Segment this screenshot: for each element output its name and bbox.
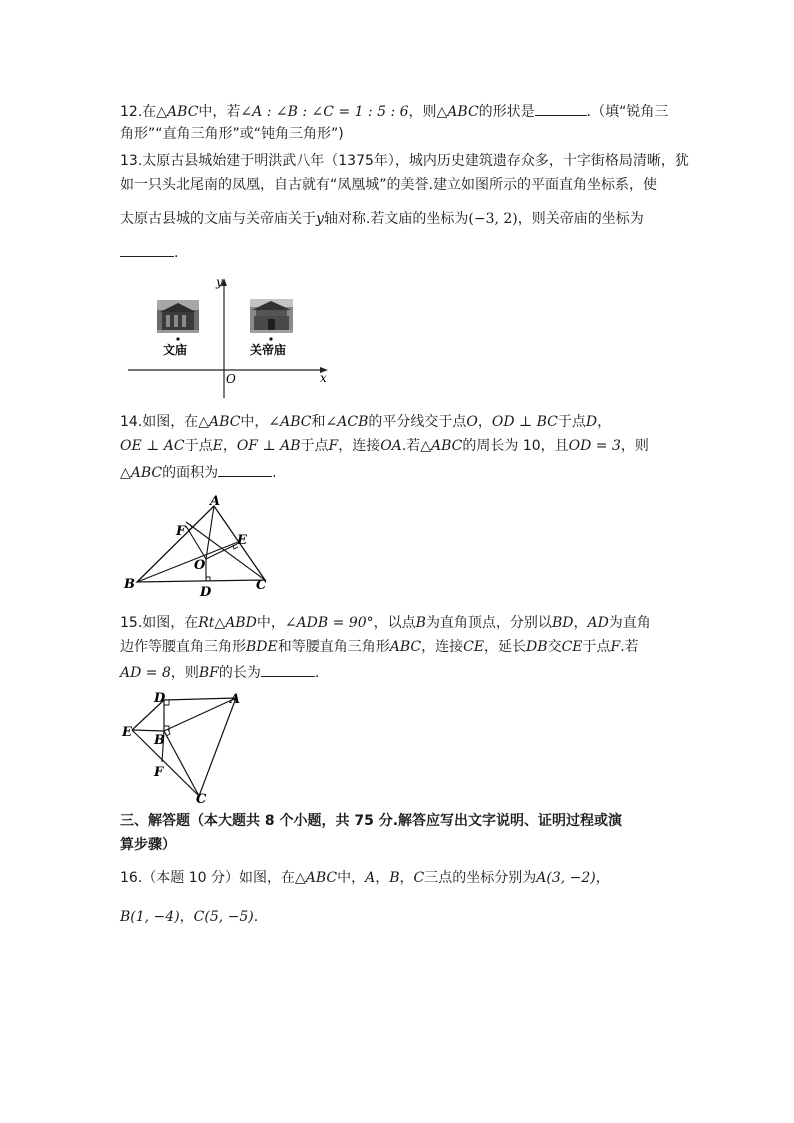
q13-answer-blank[interactable] [120,242,174,257]
q15-segment: CE [561,639,583,655]
q12-text: 角形”“直角三角形”或“钝角三角形”) [120,126,344,142]
q16-text: 中， [337,870,366,886]
guandi-label: 关帝庙 [250,343,287,357]
q15-text: ，以点 [373,615,416,631]
q15-text: 为直角 [608,615,651,631]
q16-text: ， [399,870,414,886]
q15-text: . [314,665,320,681]
q15-segment-ec [132,730,199,796]
q14-triangle: △ABC [420,438,463,454]
q15-segment: BD [551,615,574,631]
q15-segment: DB [526,639,548,655]
q16-text: 三点的坐标分别为 [424,870,537,886]
q16-text: ， [179,909,194,925]
q15-triangle: Rt△ABD [198,615,257,631]
q13-line-3 [120,210,680,228]
q14-point: D [585,414,598,430]
q15-point: B [415,615,426,631]
q16-point: C [413,870,425,886]
q14-perp: OF ⊥ AB [236,438,301,454]
q14-perp: OD ⊥ BC [491,414,558,430]
section-3-text: 算步骤） [120,837,176,853]
q15-text: 为直角顶点，分别以 [425,615,552,631]
q14-angle: ∠ABC [268,414,312,430]
q13-text: 轴对称.若文庙的坐标为 [323,211,469,227]
q12-triangle: △ABC [156,104,199,120]
q12-text: 12.在 [120,104,157,120]
q13-line-4 [120,242,680,262]
q14-segment-oa [206,506,214,559]
guandi-point [269,337,272,340]
q13-text: 太原古县城的文庙与关帝庙关于 [120,211,316,227]
q14-segment: OA [380,438,402,454]
q15-text: 交 [547,639,562,655]
q14-text: ，则 [620,438,649,454]
q14-text: ， [477,414,492,430]
q14-triangle: △ABC [120,465,163,481]
q12-text: .（填“锐角三 [586,104,669,120]
q14-line-2 [120,437,680,455]
guandi-temple-photo-icon [250,299,293,333]
q13-text: 13.太原古县城始建于明洪武八年（1375年），城内历史建筑遗存众多，十字街格局清晰，犹 [120,153,689,169]
q14-segment-oe [206,544,237,559]
q14-text: 的平分线交于点 [368,414,467,430]
q15-triangle: BDE [246,639,278,655]
q14-label-c: C [256,578,267,593]
q13-y-axis-symbol: y [316,211,324,227]
q15-segment: CE [463,639,485,655]
q15-label-a: A [230,692,241,707]
q16-line-1 [120,869,680,887]
q13-wenmiao-coord: (−3, 2) [468,211,518,227]
q15-point: F [610,639,621,655]
q16-text: 16.（本题 10 分）如图，在 [120,870,295,886]
q15-ad-value: AD = 8 [120,665,171,681]
q12-triangle: △ABC [436,104,479,120]
q12-text: ，则 [408,104,437,120]
q14-label-a: A [210,494,221,509]
q14-triangle: △ABC [198,414,241,430]
q14-text: ， [597,414,612,430]
q12-answer-blank[interactable] [535,101,587,116]
q16-coord-c: C(5, −5) [193,909,254,925]
q15-segment-bc [164,731,199,796]
q15-figure [120,686,250,806]
q14-point: E [212,438,223,454]
q14-line-3 [120,462,680,482]
q14-text: . [272,465,277,481]
q15-label-c: C [196,792,207,807]
q16-coord-b: B(1, −4) [120,909,180,925]
section-3-text: 三、解答题（本大题共 8 个小题，共 75 分.解答应写出文字说明、证明过程或演 [120,813,623,829]
q15-line-3 [120,662,680,682]
q15-text: 和等腰直角三角形 [277,639,390,655]
wenmiao-photo-icon [157,300,199,333]
q15-segment: BF [198,665,219,681]
q12-text: 中，若 [198,104,241,120]
q13-text: ，则关帝庙的坐标为 [517,211,644,227]
wenmiao-label: 文庙 [163,343,188,357]
q15-text: ，则 [170,665,199,681]
q15-label-b: B [154,733,165,748]
q14-od-value: OD = 3 [568,438,621,454]
q14-text: 中， [240,414,269,430]
q14-text: 的周长为 10，且 [462,438,569,454]
q14-label-f: F [176,524,186,539]
q14-label-e: E [237,533,247,548]
q14-text: .若 [401,438,421,454]
q15-answer-blank[interactable] [261,662,315,677]
q13-line-1 [120,152,689,170]
q14-segment-of [186,526,206,559]
q14-angle: ∠ACB [325,414,369,430]
q13-text: 如一只头北尾南的凤凰，自古就有“凤凰城”的美誉.建立如图所示的平面直角坐标系，使 [120,177,657,193]
q15-text: 于点 [582,639,611,655]
q15-label-e: E [122,725,132,740]
x-axis-label: x [320,371,327,385]
q16-text: ， [595,870,610,886]
q16-point: A [365,870,376,886]
q16-triangle: △ABC [294,870,338,886]
q14-text: 的面积为 [162,465,219,481]
q15-triangle: ABC [389,639,422,655]
q15-label-d: D [154,691,166,706]
wenmiao-point [176,337,179,340]
q15-segment-da [164,698,236,700]
q14-text: ，连接 [338,438,381,454]
q15-text: ，延长 [484,639,527,655]
q15-text: ，连接 [421,639,464,655]
q13-line-2 [120,176,680,194]
q15-line-1 [120,614,680,632]
q14-text: 于点 [184,438,213,454]
q12-line-1 [120,101,680,121]
section-3-heading-line-2 [120,836,680,854]
q14-text: 于点 [300,438,329,454]
q14-text: ， [222,438,237,454]
q14-perp: OE ⊥ AC [120,438,185,454]
q15-text: .若 [620,639,639,655]
q15-text: 的长为 [218,665,261,681]
origin-label: O [226,372,236,386]
q14-label-d: D [200,585,212,600]
q12-text: 的形状是 [478,104,535,120]
q14-text: 和 [311,414,326,430]
q15-segment: AD [587,615,609,631]
q16-line-2 [120,908,680,926]
q14-text: 于点 [557,414,586,430]
section-3-heading-line-1 [120,812,680,830]
q12-angle-ratio: ∠A : ∠B : ∠C = 1 : 5 : 6 [240,104,409,120]
q15-text: 中， [256,615,285,631]
q16-coord-a: A(3, −2) [536,870,596,886]
q15-text: ， [573,615,588,631]
q14-label-b: B [124,577,135,592]
q15-segment-eb [132,730,164,731]
q15-angle: ∠ADB = 90° [284,615,374,631]
q15-label-f: F [154,765,164,780]
q13-coordinate-figure [120,272,340,392]
q15-text: 15.如图，在 [120,615,199,631]
q14-text: 14.如图，在 [120,414,199,430]
q16-text: ， [375,870,390,886]
q15-line-2 [120,638,680,656]
q14-line-1 [120,413,680,431]
q14-triangle-figure [120,492,280,602]
y-axis-label: y [216,275,223,289]
q13-text: . [174,245,179,261]
q14-label-o: O [194,558,206,573]
q14-point: F [328,438,339,454]
q14-answer-blank[interactable] [218,462,272,477]
q15-text: 边作等腰直角三角形 [120,639,246,655]
q12-line-2 [120,125,680,143]
q14-point: O [466,414,478,430]
q16-text: . [253,909,259,925]
q14-bisector-b [137,542,238,582]
q16-point: B [389,870,400,886]
